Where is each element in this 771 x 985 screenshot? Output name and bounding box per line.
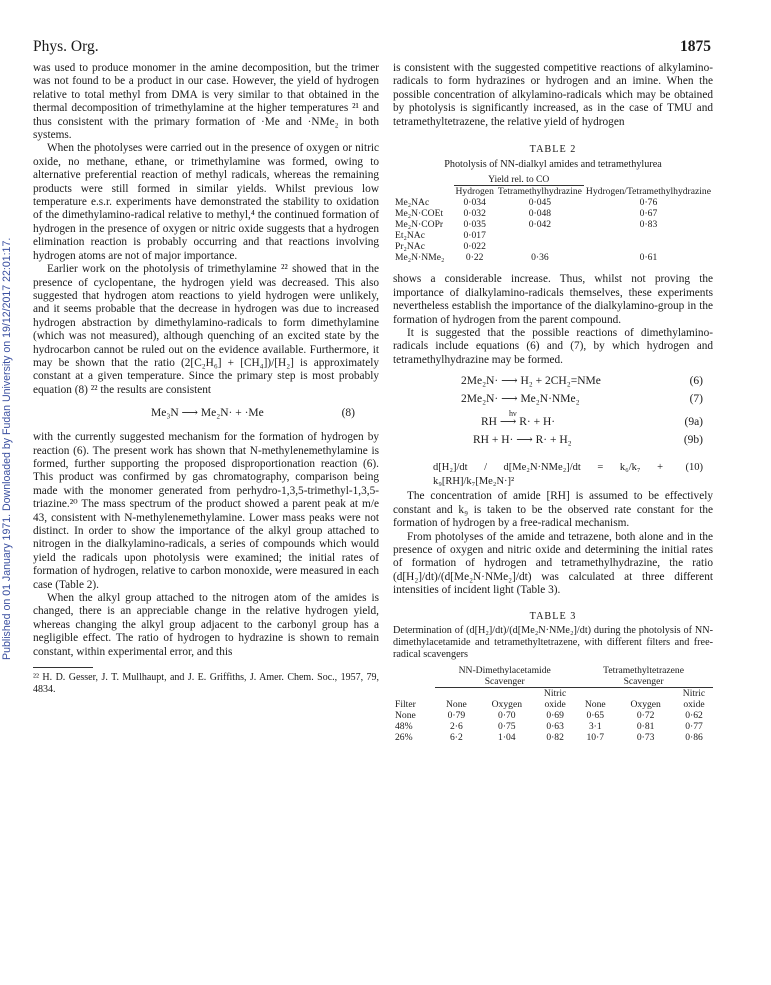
table-3-col-nitric-oxide: Nitric oxide — [543, 687, 567, 710]
equation-9a-label — [393, 407, 713, 419]
table-3-col-none: None — [446, 698, 467, 710]
left-column — [33, 62, 379, 696]
table-cell: 0·22 — [465, 252, 484, 264]
left-paragraph-3: Earlier work on the photolysis of trimethylamine ²² showed that in the presence of cyclopentane, the hydrogen yield was decreased. This also suggested that hydrogen atom reactions to yield hydrogen were unlikely, and it seems probable that the decrease in hydrogen was due to increased hydrogen abstraction by dimethylamino-radicals to form dimethylamine (which was not measured), although quenching of an excited state by the hydrocarbon cannot be ruled out on the evidence available. Furthermore, it may be shown that the ratio (2[C₂H₆] + [CH₄])/[H₂] is approximately constant at a given temperature. Since the primary step is most probably equation (8) ²² the results are consistent — [33, 263, 379, 396]
right-paragraph-1: is consistent with the suggested competitive reactions of alkylamino-radicals to form hydrazines or hydrogen and an imine. When the possible concentration of alkylamino-radicals which may be obtained by photolysis is significantly increased, as in the case of TMU and tetramethyltetrazene, the relative yield of hydrogen — [393, 62, 713, 128]
table-cell: 26% — [395, 731, 413, 743]
table-cell: 0·045 — [528, 197, 552, 209]
equation-10 — [393, 454, 713, 487]
table-3-caption: TABLE 3 — [529, 610, 577, 622]
table-cell: Me₂NAc — [395, 197, 430, 209]
equation-8-text: Me₃N ⟶ Me₂N· + ·Me — [151, 407, 264, 420]
table-row — [393, 219, 713, 230]
table-row — [393, 197, 713, 208]
table-cell: 2·6 — [449, 720, 463, 732]
table-row — [393, 230, 713, 241]
equation-10-number: (10) — [685, 462, 703, 474]
table-row — [393, 208, 713, 219]
table-cell: Me₂N·COPr — [395, 219, 444, 231]
table-2-col-ratio: Hydrogen/Tetramethylhydrazine — [585, 186, 711, 198]
table-3 — [393, 665, 713, 743]
footnote-22: ²² H. D. Gesser, J. T. Mullhaupt, and J. E. Griffiths, J. Amer. Chem. Soc., 1957, 79, 4834. — [33, 672, 379, 696]
table-3-col-oxygen: Oxygen — [630, 698, 661, 710]
table-cell: 0·83 — [639, 219, 658, 231]
right-paragraph-5: From photolyses of the amide and tetrazene, both alone and in the presence of oxygen and nitric oxide and determining the initial rates of formation of hydrogen and tetramethylhydrazine, the ratio (d[H₂]/dt)/(d[Me₂N·NMe₂]/dt) was calculated at three different intensities of incident light (Table 3). — [393, 530, 713, 597]
table-3-scavenger-amide: Scavenger — [435, 676, 574, 688]
table-2-title: Photolysis of NN-dialkyl amides and tetramethylurea — [444, 159, 662, 171]
table-cell: 48% — [395, 720, 413, 732]
table-cell: Me₂N·COEt — [395, 208, 444, 220]
table-cell: 0·017 — [463, 230, 486, 242]
table-cell: 0·36 — [531, 252, 549, 264]
equation-block — [393, 375, 713, 487]
table-row — [393, 252, 713, 263]
equation-6-text: 2Me₂N· ⟶ H₂ + 2CH₂=NMe — [461, 375, 601, 388]
table-cell: 0·79 — [447, 709, 466, 721]
table-cell: Pr₂NAc — [395, 241, 425, 253]
table-cell: 0·034 — [463, 197, 486, 209]
table-3-title: Determination of (d[H₂]/dt)/(d[Me₂N·NMe₂]/dt) during the photolysis of NN-dimethylacetamide and tetramethyltetrazene, with different filters and free-radical scavengers — [393, 624, 713, 660]
equation-9a-text: RH ⟶ R· + H· — [481, 416, 556, 429]
table-cell: 0·73 — [636, 731, 655, 743]
table-cell: 0·76 — [639, 197, 658, 209]
left-paragraph-4: with the currently suggested mechanism for the formation of hydrogen by reaction (6). The present work has shown that N-methylenemethylamine is formed, further supporting the proposed disproportionation reaction (6). This product was confirmed by gas chromatography, comparison being made with the monomer generated from perhydro-1,3,5-trimethyl-1,3,5-triazine.²⁰ The mass spectrum of the product showed a parent peak at m/e 43, consistent with N-methylenemethylamine. Lower mass peaks were not distinct. In order to show the importance of the alkyl group attached to nitrogen in the dialkylamino-radicals, a series of compounds which would yield the radicals upon photolysis were examined; the initial rates of formation of hydrogen, relative to carbon monoxide, were measured in each case (Table 2). — [33, 431, 379, 591]
page-number: 1875 — [680, 38, 711, 55]
equation-10-text: d[H₂]/dt / d[Me₂N·NMe₂]/dt = k₆/k₇ + k₉[RH]/k₇[Me₂N·]² — [433, 462, 663, 487]
table-cell: 10·7 — [586, 731, 605, 743]
equation-8-number: (8) — [341, 407, 355, 420]
left-paragraph-2: When the photolyses were carried out in the presence of oxygen or nitric oxide, no methane, ethane, or trimethylamine was formed, owing to alternative preferential reaction of methyl radicals, whereas the remaining products were still formed in similar yields. Whilst previous low temperature e.s.r. experiments have demonstrated the stability to oxidation of the dimethylamino-radical relative to methyl,⁴ the continued formation of hydrogen in the presence of oxygen or nitric oxide suggests that a hydrogen elimination reaction is probably occurring and that reactions involving hydrogen atoms are not of major importance. — [33, 142, 379, 262]
table-cell: 0·82 — [546, 731, 564, 743]
table-cell — [496, 241, 584, 252]
left-paragraph-1: was used to produce monomer in the amine decomposition, but the trimer was not found to be a product in our case. However, the yield of hydrogen relative to total methyl from DMA is very similar to that obtained in the thermal decomposition of trimethylamine at the higher temperatures ²¹ and thus consistent with the primary formation of ·Me and ·NMe₂ in both systems. — [33, 62, 379, 142]
equation-8 — [33, 407, 379, 421]
table-row — [393, 732, 713, 743]
table-cell: 0·048 — [528, 208, 552, 220]
left-paragraph-5: When the alkyl group attached to the nitrogen atom of the amides is changed, there is an appreciable change in the relative hydrogen yield, whereas changing the alkyl group adjacent to the carbonyl group has a negligible effect. The ratio of hydrogen to hydrazine is shown to remain constant, within experimental error, and this — [33, 592, 379, 658]
journal-section-header: Phys. Org. — [33, 38, 99, 55]
table-cell: 0·62 — [685, 709, 703, 721]
equation-6 — [393, 375, 713, 389]
equation-7 — [393, 393, 713, 407]
table-row — [393, 241, 713, 252]
table-2 — [393, 174, 713, 263]
right-column — [393, 62, 713, 743]
table-cell: 0·86 — [685, 731, 703, 743]
download-notice-sidebar[interactable]: Published on 01 January 1971. Downloaded by Fudan University on 19/12/2017 22:01:17. — [1, 237, 13, 660]
right-paragraph-4: The concentration of amide [RH] is assumed to be effectively constant and k₉ is taken to be the observed rate constant for the formation of hydrogen by a free-radical mechanism. — [393, 490, 713, 530]
table-2-col-hydrazine: Tetramethylhydrazine — [497, 186, 582, 198]
table-cell: 0·035 — [463, 219, 486, 231]
hv-label: hν — [509, 409, 517, 419]
table-3-col-oxygen: Oxygen — [491, 698, 522, 710]
table-cell: 3·1 — [588, 720, 602, 732]
table-cell: 0·75 — [498, 720, 516, 732]
right-paragraph-2: shows a considerable increase. Thus, whilst not proving the importance of dialkylamino-radicals themselves, these experiments nevertheless establish the importance of the dialkylamino-group in the formation of hydrogen from the parent compound. — [393, 273, 713, 326]
equation-9a-number: (9a) — [684, 416, 703, 429]
equation-9a — [393, 416, 713, 430]
table-cell: Me₂N·NMe₂ — [395, 252, 445, 264]
table-cell: 0·022 — [463, 241, 486, 253]
table-row — [393, 721, 713, 732]
footnote-rule — [33, 667, 93, 668]
equation-6-number: (6) — [689, 375, 703, 388]
table-cell: 6·2 — [449, 731, 463, 743]
table-cell: 0·81 — [636, 720, 655, 732]
table-cell: 0·65 — [586, 709, 605, 721]
table-cell: 0·70 — [498, 709, 516, 721]
equation-9b-number: (9b) — [683, 434, 703, 447]
table-cell: 0·032 — [463, 208, 486, 220]
table-cell: 0·042 — [528, 219, 552, 231]
table-3-scavenger-tetrazene: Scavenger — [574, 676, 713, 688]
table-cell: 0·63 — [546, 720, 564, 732]
table-3-filter-header: Filter — [395, 698, 416, 710]
equation-9b — [393, 434, 713, 448]
table-cell — [584, 241, 713, 252]
table-cell — [584, 230, 713, 241]
table-3-group-tetrazene: Tetramethyltetrazene — [603, 664, 684, 676]
table-cell: 0·77 — [685, 720, 703, 732]
table-cell — [496, 230, 584, 241]
table-3-group-amide: NN-Dimethylacetamide — [458, 664, 551, 676]
right-paragraph-3: It is suggested that the possible reactions of dimethylamino-radicals include equations (6) and (7), by which hydrogen and tetramethylhydrazine may be formed. — [393, 327, 713, 366]
table-cell: 0·61 — [639, 252, 658, 264]
table-cell: None — [395, 709, 416, 721]
table-cell: 0·72 — [636, 709, 655, 721]
table-2-group-header: Yield rel. to CO — [454, 174, 584, 186]
table-row — [393, 710, 713, 721]
table-cell: Et₂NAc — [395, 230, 425, 242]
table-2-caption: TABLE 2 — [529, 144, 577, 156]
equation-9b-text: RH + H· ⟶ R· + H₂ — [473, 434, 572, 447]
table-3-col-nitric-oxide: Nitric oxide — [682, 687, 706, 710]
table-cell: 1·04 — [498, 731, 516, 743]
table-3-col-none: None — [584, 698, 606, 710]
table-cell: 0·69 — [546, 709, 564, 721]
table-2-col-hydrogen: Hydrogen — [455, 186, 494, 198]
equation-7-number: (7) — [689, 393, 703, 406]
table-cell: 0·67 — [639, 208, 658, 220]
equation-7-text: 2Me₂N· ⟶ Me₂N·NMe₂ — [461, 393, 580, 406]
